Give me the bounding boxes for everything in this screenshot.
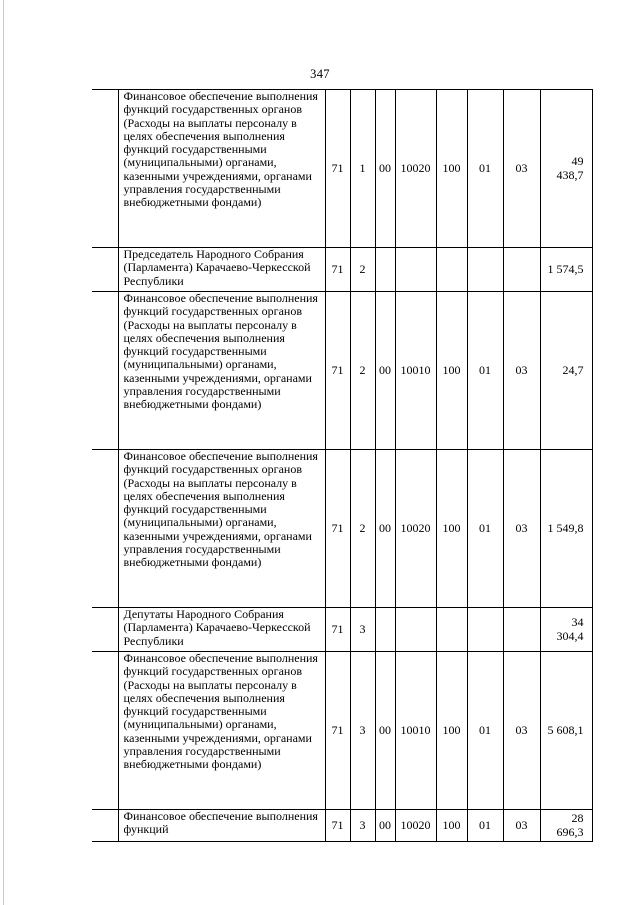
- expense-type-cell: 100: [436, 90, 467, 248]
- amount-cell: 1 574,5: [540, 248, 592, 292]
- direction-cell: 10020: [395, 90, 436, 248]
- section-cell: 01: [467, 90, 503, 248]
- table-row: [92, 90, 592, 248]
- section-cell: 01: [467, 292, 503, 450]
- program-cell: 71: [325, 292, 350, 450]
- main-event-cell: 00: [375, 292, 395, 450]
- subsection-cell: [503, 608, 540, 652]
- subprogram-cell: 1: [350, 90, 375, 248]
- subsection-cell: 03: [503, 450, 540, 608]
- direction-cell: 10010: [395, 652, 436, 810]
- program-cell: 71: [325, 248, 350, 292]
- amount-cell: 1 549,8: [540, 450, 592, 608]
- amount-cell: 34 304,4: [540, 608, 592, 652]
- subprogram-cell: 2: [350, 450, 375, 608]
- item-name-cell: Депутаты Народного Собрания (Парламента) Карачаево-Черкесской Республики: [118, 608, 325, 652]
- amount-cell: 49 438,7: [540, 90, 592, 248]
- program-cell: 71: [325, 810, 350, 842]
- row-number-cell: [92, 248, 118, 292]
- scan-edge-line: [3, 0, 4, 905]
- page-number: 347: [310, 67, 330, 81]
- item-name-cell: Финансовое обеспечение выполнения функций государственных органов (Расходы на выплаты персоналу в целях обеспечения выполнения функций государственными (муниципальными) органами, казенными учреждениями, органами управления государственными внебюджетными фондами): [118, 90, 325, 248]
- table-row: [92, 450, 592, 608]
- direction-cell: 10020: [395, 450, 436, 608]
- main-event-cell: 00: [375, 450, 395, 608]
- subsection-cell: 03: [503, 292, 540, 450]
- row-number-cell: [92, 90, 118, 248]
- subsection-cell: 03: [503, 652, 540, 810]
- subprogram-cell: 3: [350, 608, 375, 652]
- section-cell: 01: [467, 450, 503, 608]
- row-number-cell: [92, 608, 118, 652]
- main-event-cell: 00: [375, 652, 395, 810]
- direction-cell: [395, 608, 436, 652]
- amount-cell: 5 608,1: [540, 652, 592, 810]
- item-name-cell: Председатель Народного Собрания (Парламента) Карачаево-Черкесской Республики: [118, 248, 325, 292]
- row-number-cell: [92, 652, 118, 810]
- program-cell: 71: [325, 90, 350, 248]
- table-row: [92, 248, 592, 292]
- item-name-cell: Финансовое обеспечение выполнения функций государственных органов (Расходы на выплаты персоналу в целях обеспечения выполнения функций государственными (муниципальными) органами, казенными учреждениями, органами управления государственными внебюджетными фондами): [118, 450, 325, 608]
- amount-cell: 24,7: [540, 292, 592, 450]
- subprogram-cell: 3: [350, 810, 375, 842]
- item-name-cell: Финансовое обеспечение выполнения функций государственных органов (Расходы на выплаты персоналу в целях обеспечения выполнения функций государственными (муниципальными) органами, казенными учреждениями, органами управления государственными внебюджетными фондами): [118, 652, 325, 810]
- amount-cell: 28 696,3: [540, 810, 592, 842]
- main-event-cell: 00: [375, 810, 395, 842]
- section-cell: [467, 608, 503, 652]
- subprogram-cell: 2: [350, 292, 375, 450]
- main-event-cell: [375, 248, 395, 292]
- direction-cell: [395, 248, 436, 292]
- direction-cell: 10020: [395, 810, 436, 842]
- item-name-cell: Финансовое обеспечение выполнения функций: [118, 810, 325, 842]
- program-cell: 71: [325, 608, 350, 652]
- subprogram-cell: 2: [350, 248, 375, 292]
- program-cell: 71: [325, 450, 350, 608]
- subprogram-cell: 3: [350, 652, 375, 810]
- subsection-cell: 03: [503, 90, 540, 248]
- main-event-cell: [375, 608, 395, 652]
- expense-type-cell: 100: [436, 652, 467, 810]
- table-row: [92, 292, 592, 450]
- row-number-cell: [92, 292, 118, 450]
- table-row: [92, 810, 592, 842]
- row-number-cell: [92, 450, 118, 608]
- direction-cell: 10010: [395, 292, 436, 450]
- expense-type-cell: 100: [436, 810, 467, 842]
- expense-type-cell: [436, 248, 467, 292]
- table-row: [92, 608, 592, 652]
- section-cell: [467, 248, 503, 292]
- program-cell: 71: [325, 652, 350, 810]
- expense-type-cell: [436, 608, 467, 652]
- table-row: [92, 652, 592, 810]
- subsection-cell: [503, 248, 540, 292]
- row-number-cell: [92, 810, 118, 842]
- section-cell: 01: [467, 652, 503, 810]
- budget-table: [92, 89, 593, 842]
- main-event-cell: 00: [375, 90, 395, 248]
- expense-type-cell: 100: [436, 450, 467, 608]
- item-name-cell: Финансовое обеспечение выполнения функций государственных органов (Расходы на выплаты персоналу в целях обеспечения выполнения функций государственными (муниципальными) органами, казенными учреждениями, органами управления государственными внебюджетными фондами): [118, 292, 325, 450]
- section-cell: 01: [467, 810, 503, 842]
- expense-type-cell: 100: [436, 292, 467, 450]
- subsection-cell: 03: [503, 810, 540, 842]
